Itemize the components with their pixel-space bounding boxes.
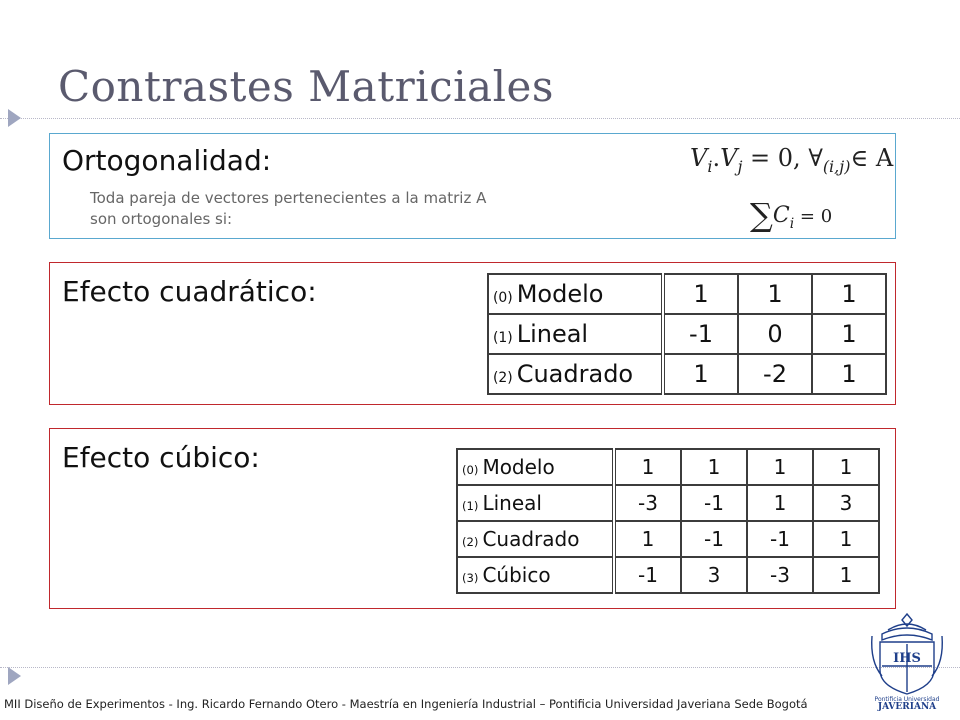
ortogonalidad-box	[49, 133, 896, 239]
row-label: (1) Lineal	[488, 314, 663, 354]
svg-text:JAVERIANA: JAVERIANA	[877, 702, 937, 712]
table-row	[457, 557, 879, 593]
table-cell: 0	[738, 314, 812, 354]
table-cell: 1	[747, 485, 813, 521]
table-row	[457, 521, 879, 557]
footer-text: MII Diseño de Experimentos - Ing. Ricardo Fernando Otero - Maestría en Ingeniería Industrial – Pontificia Universidad Javeriana Sede Bogotá	[4, 697, 808, 711]
ortogonalidad-description: Toda pareja de vectores pertenecientes a la matriz A son ortogonales si:	[90, 189, 487, 228]
cubico-heading: Efecto cúbico:	[62, 441, 260, 474]
top-divider	[0, 118, 960, 119]
cuadratico-table	[487, 273, 887, 395]
svg-text:IHS: IHS	[893, 651, 921, 666]
table-cell: 1	[663, 274, 738, 314]
orthogonality-formula: $V_i.V_j = 0$, $\forall_{(i,j)}\in$ A	[690, 144, 894, 176]
row-label: (1) Lineal	[457, 485, 614, 521]
table-cell: 1	[812, 314, 886, 354]
cubico-box	[49, 428, 896, 609]
table-cell: 1	[681, 449, 747, 485]
table-cell: -2	[738, 354, 812, 394]
ortogonalidad-heading: Ortogonalidad:	[62, 144, 272, 177]
table-cell: 1	[738, 274, 812, 314]
table-cell: 1	[813, 521, 879, 557]
table-cell: 1	[812, 354, 886, 394]
slide-title: Contrastes Matriciales	[58, 62, 554, 111]
table-row	[488, 354, 886, 394]
table-cell: 1	[747, 449, 813, 485]
table-row	[457, 485, 879, 521]
table-cell: -3	[614, 485, 681, 521]
table-cell: 3	[813, 485, 879, 521]
table-row	[457, 449, 879, 485]
bottom-arrow-icon	[8, 667, 21, 685]
cuadratico-heading: Efecto cuadrático:	[62, 275, 317, 308]
table-cell: 1	[614, 449, 681, 485]
university-crest-icon	[868, 610, 946, 712]
table-cell: 1	[614, 521, 681, 557]
table-cell: -1	[681, 521, 747, 557]
table-cell: 1	[812, 274, 886, 314]
table-cell: -3	[747, 557, 813, 593]
sum-formula: $\sum C_i = 0$	[750, 196, 833, 234]
cuadratico-box	[49, 262, 896, 405]
table-cell: 1	[813, 557, 879, 593]
row-label: (0) Modelo	[488, 274, 663, 314]
top-arrow-icon	[8, 109, 21, 127]
svg-text:Pontificia Universidad: Pontificia Universidad	[874, 696, 940, 703]
table-row	[488, 314, 886, 354]
table-cell: 1	[813, 449, 879, 485]
table-cell: -1	[747, 521, 813, 557]
row-label: (0) Modelo	[457, 449, 614, 485]
table-cell: 1	[663, 354, 738, 394]
table-row	[488, 274, 886, 314]
cubico-table	[456, 448, 880, 594]
row-label: (3) Cúbico	[457, 557, 614, 593]
row-label: (2) Cuadrado	[488, 354, 663, 394]
table-cell: 3	[681, 557, 747, 593]
bottom-divider	[0, 667, 960, 668]
row-label: (2) Cuadrado	[457, 521, 614, 557]
table-cell: -1	[663, 314, 738, 354]
table-cell: -1	[681, 485, 747, 521]
table-cell: -1	[614, 557, 681, 593]
